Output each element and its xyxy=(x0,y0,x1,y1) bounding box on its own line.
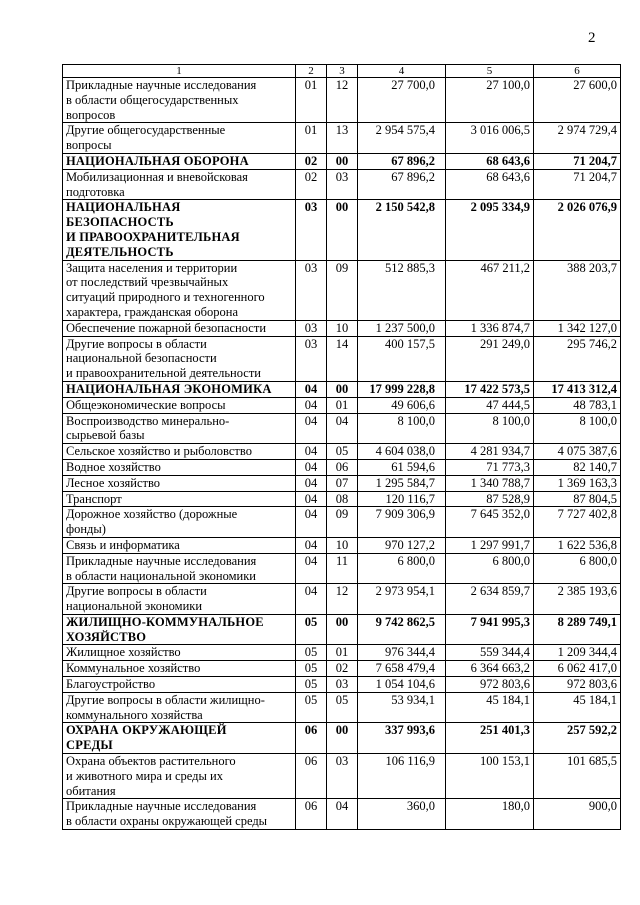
subsection-code: 00 xyxy=(327,723,358,754)
subsection-code: 05 xyxy=(327,444,358,460)
row-name: Мобилизационная и вневойсковая подготовка xyxy=(63,169,296,200)
section-code: 04 xyxy=(296,584,327,615)
section-code: 04 xyxy=(296,397,327,413)
section-code: 01 xyxy=(296,123,327,154)
value-year-3: 71 204,7 xyxy=(534,153,621,169)
subsection-code: 07 xyxy=(327,475,358,491)
value-year-3: 45 184,1 xyxy=(534,692,621,723)
section-code: 06 xyxy=(296,723,327,754)
table-row xyxy=(63,169,621,200)
subsection-code: 03 xyxy=(327,169,358,200)
value-year-1: 360,0 xyxy=(358,799,446,830)
value-year-3: 900,0 xyxy=(534,799,621,830)
value-year-2: 17 422 573,5 xyxy=(446,381,534,397)
value-year-3: 6 800,0 xyxy=(534,553,621,584)
value-year-2: 1 336 874,7 xyxy=(446,320,534,336)
value-year-3: 6 062 417,0 xyxy=(534,661,621,677)
subsection-code: 00 xyxy=(327,153,358,169)
section-code: 03 xyxy=(296,260,327,320)
value-year-2: 27 100,0 xyxy=(446,78,534,123)
value-year-1: 6 800,0 xyxy=(358,553,446,584)
row-name: Сельское хозяйство и рыболовство xyxy=(63,444,296,460)
value-year-2: 559 344,4 xyxy=(446,645,534,661)
value-year-3: 8 289 749,1 xyxy=(534,614,621,645)
subsection-code: 11 xyxy=(327,553,358,584)
table-row xyxy=(63,78,621,123)
section-code: 05 xyxy=(296,677,327,693)
table-row xyxy=(63,153,621,169)
value-year-3: 82 140,7 xyxy=(534,459,621,475)
section-code: 04 xyxy=(296,475,327,491)
value-year-1: 8 100,0 xyxy=(358,413,446,444)
subsection-code: 09 xyxy=(327,260,358,320)
table-row xyxy=(63,491,621,507)
subsection-code: 09 xyxy=(327,507,358,538)
value-year-2: 1 340 788,7 xyxy=(446,475,534,491)
value-year-2: 45 184,1 xyxy=(446,692,534,723)
value-year-2: 251 401,3 xyxy=(446,723,534,754)
table-row xyxy=(63,507,621,538)
value-year-3: 1 342 127,0 xyxy=(534,320,621,336)
row-name: Жилищное хозяйство xyxy=(63,645,296,661)
row-name: ОХРАНА ОКРУЖАЮЩЕЙ СРЕДЫ xyxy=(63,723,296,754)
row-name: Прикладные научные исследования в области общегосударственных вопросов xyxy=(63,78,296,123)
table-row xyxy=(63,723,621,754)
value-year-1: 61 594,6 xyxy=(358,459,446,475)
value-year-2: 71 773,3 xyxy=(446,459,534,475)
value-year-1: 512 885,3 xyxy=(358,260,446,320)
row-name: Другие вопросы в области жилищно- коммунального хозяйства xyxy=(63,692,296,723)
section-code: 06 xyxy=(296,799,327,830)
section-code: 05 xyxy=(296,692,327,723)
row-name: Другие общегосударственные вопросы xyxy=(63,123,296,154)
value-year-3: 2 026 076,9 xyxy=(534,200,621,260)
budget-table xyxy=(62,64,621,830)
value-year-1: 1 237 500,0 xyxy=(358,320,446,336)
row-name: Защита населения и территории от последствий чрезвычайных ситуаций природного и техногенного характера, гражданская оборона xyxy=(63,260,296,320)
section-code: 04 xyxy=(296,537,327,553)
value-year-2: 87 528,9 xyxy=(446,491,534,507)
value-year-2: 7 941 995,3 xyxy=(446,614,534,645)
table-row xyxy=(63,584,621,615)
value-year-3: 17 413 312,4 xyxy=(534,381,621,397)
value-year-1: 970 127,2 xyxy=(358,537,446,553)
row-name: НАЦИОНАЛЬНАЯ ЭКОНОМИКА xyxy=(63,381,296,397)
section-code: 04 xyxy=(296,491,327,507)
table-row xyxy=(63,260,621,320)
section-code: 06 xyxy=(296,754,327,799)
subsection-code: 00 xyxy=(327,200,358,260)
table-row xyxy=(63,397,621,413)
row-name: Транспорт xyxy=(63,491,296,507)
section-code: 02 xyxy=(296,153,327,169)
row-name: Другие вопросы в области национальной безопасности и правоохранительной деятельности xyxy=(63,336,296,381)
section-code: 05 xyxy=(296,661,327,677)
value-year-1: 9 742 862,5 xyxy=(358,614,446,645)
table-row xyxy=(63,381,621,397)
table-row xyxy=(63,799,621,830)
value-year-1: 7 909 306,9 xyxy=(358,507,446,538)
value-year-1: 106 116,9 xyxy=(358,754,446,799)
value-year-3: 8 100,0 xyxy=(534,413,621,444)
value-year-1: 17 999 228,8 xyxy=(358,381,446,397)
table-row xyxy=(63,754,621,799)
value-year-2: 47 444,5 xyxy=(446,397,534,413)
value-year-2: 180,0 xyxy=(446,799,534,830)
value-year-3: 388 203,7 xyxy=(534,260,621,320)
column-number-5: 5 xyxy=(446,65,534,78)
section-code: 04 xyxy=(296,553,327,584)
row-name: НАЦИОНАЛЬНАЯ БЕЗОПАСНОСТЬ И ПРАВООХРАНИТЕЛЬНАЯ ДЕЯТЕЛЬНОСТЬ xyxy=(63,200,296,260)
value-year-3: 2 385 193,6 xyxy=(534,584,621,615)
subsection-code: 01 xyxy=(327,645,358,661)
budget-table-body xyxy=(63,65,621,830)
value-year-1: 1 295 584,7 xyxy=(358,475,446,491)
value-year-3: 295 746,2 xyxy=(534,336,621,381)
value-year-3: 48 783,1 xyxy=(534,397,621,413)
row-name: Обеспечение пожарной безопасности xyxy=(63,320,296,336)
row-name: НАЦИОНАЛЬНАЯ ОБОРОНА xyxy=(63,153,296,169)
table-row xyxy=(63,661,621,677)
section-code: 05 xyxy=(296,645,327,661)
column-number-row xyxy=(63,65,621,78)
subsection-code: 06 xyxy=(327,459,358,475)
subsection-code: 01 xyxy=(327,397,358,413)
value-year-3: 4 075 387,6 xyxy=(534,444,621,460)
row-name: Охрана объектов растительного и животного мира и среды их обитания xyxy=(63,754,296,799)
row-name: Другие вопросы в области национальной экономики xyxy=(63,584,296,615)
row-name: Общеэкономические вопросы xyxy=(63,397,296,413)
table-row xyxy=(63,123,621,154)
subsection-code: 03 xyxy=(327,754,358,799)
value-year-2: 68 643,6 xyxy=(446,153,534,169)
value-year-3: 257 592,2 xyxy=(534,723,621,754)
column-number-1: 1 xyxy=(63,65,296,78)
value-year-3: 71 204,7 xyxy=(534,169,621,200)
table-row xyxy=(63,553,621,584)
section-code: 04 xyxy=(296,381,327,397)
value-year-3: 101 685,5 xyxy=(534,754,621,799)
subsection-code: 10 xyxy=(327,320,358,336)
subsection-code: 10 xyxy=(327,537,358,553)
table-row xyxy=(63,336,621,381)
section-code: 04 xyxy=(296,507,327,538)
subsection-code: 12 xyxy=(327,584,358,615)
value-year-2: 8 100,0 xyxy=(446,413,534,444)
section-code: 01 xyxy=(296,78,327,123)
value-year-1: 27 700,0 xyxy=(358,78,446,123)
section-code: 04 xyxy=(296,459,327,475)
value-year-3: 972 803,6 xyxy=(534,677,621,693)
subsection-code: 02 xyxy=(327,661,358,677)
subsection-code: 04 xyxy=(327,799,358,830)
column-number-2: 2 xyxy=(296,65,327,78)
row-name: Коммунальное хозяйство xyxy=(63,661,296,677)
subsection-code: 03 xyxy=(327,677,358,693)
value-year-1: 400 157,5 xyxy=(358,336,446,381)
value-year-3: 7 727 402,8 xyxy=(534,507,621,538)
value-year-1: 120 116,7 xyxy=(358,491,446,507)
section-code: 05 xyxy=(296,614,327,645)
row-name: Прикладные научные исследования в области национальной экономики xyxy=(63,553,296,584)
section-code: 03 xyxy=(296,336,327,381)
row-name: Водное хозяйство xyxy=(63,459,296,475)
table-row xyxy=(63,475,621,491)
subsection-code: 00 xyxy=(327,381,358,397)
value-year-2: 2 634 859,7 xyxy=(446,584,534,615)
section-code: 02 xyxy=(296,169,327,200)
value-year-2: 68 643,6 xyxy=(446,169,534,200)
row-name: Связь и информатика xyxy=(63,537,296,553)
value-year-3: 87 804,5 xyxy=(534,491,621,507)
value-year-1: 2 973 954,1 xyxy=(358,584,446,615)
table-row xyxy=(63,200,621,260)
table-row xyxy=(63,320,621,336)
subsection-code: 12 xyxy=(327,78,358,123)
table-row xyxy=(63,677,621,693)
column-number-3: 3 xyxy=(327,65,358,78)
value-year-2: 2 095 334,9 xyxy=(446,200,534,260)
subsection-code: 13 xyxy=(327,123,358,154)
value-year-2: 1 297 991,7 xyxy=(446,537,534,553)
subsection-code: 04 xyxy=(327,413,358,444)
row-name: Прикладные научные исследования в области охраны окружающей среды xyxy=(63,799,296,830)
value-year-1: 49 606,6 xyxy=(358,397,446,413)
value-year-2: 6 800,0 xyxy=(446,553,534,584)
section-code: 03 xyxy=(296,200,327,260)
row-name: Благоустройство xyxy=(63,677,296,693)
table-row xyxy=(63,692,621,723)
value-year-2: 972 803,6 xyxy=(446,677,534,693)
value-year-1: 2 954 575,4 xyxy=(358,123,446,154)
value-year-3: 1 209 344,4 xyxy=(534,645,621,661)
table-row xyxy=(63,614,621,645)
value-year-1: 337 993,6 xyxy=(358,723,446,754)
table-row xyxy=(63,444,621,460)
value-year-2: 6 364 663,2 xyxy=(446,661,534,677)
value-year-2: 467 211,2 xyxy=(446,260,534,320)
row-name: Лесное хозяйство xyxy=(63,475,296,491)
value-year-2: 100 153,1 xyxy=(446,754,534,799)
table-row xyxy=(63,459,621,475)
section-code: 03 xyxy=(296,320,327,336)
row-name: Дорожное хозяйство (дорожные фонды) xyxy=(63,507,296,538)
section-code: 04 xyxy=(296,444,327,460)
value-year-3: 1 622 536,8 xyxy=(534,537,621,553)
value-year-1: 1 054 104,6 xyxy=(358,677,446,693)
section-code: 04 xyxy=(296,413,327,444)
value-year-3: 27 600,0 xyxy=(534,78,621,123)
value-year-2: 7 645 352,0 xyxy=(446,507,534,538)
table-row xyxy=(63,537,621,553)
subsection-code: 00 xyxy=(327,614,358,645)
value-year-3: 2 974 729,4 xyxy=(534,123,621,154)
value-year-3: 1 369 163,3 xyxy=(534,475,621,491)
value-year-1: 7 658 479,4 xyxy=(358,661,446,677)
value-year-1: 67 896,2 xyxy=(358,169,446,200)
row-name: ЖИЛИЩНО-КОММУНАЛЬНОЕ ХОЗЯЙСТВО xyxy=(63,614,296,645)
value-year-1: 2 150 542,8 xyxy=(358,200,446,260)
value-year-1: 4 604 038,0 xyxy=(358,444,446,460)
table-row xyxy=(63,413,621,444)
row-name: Воспроизводство минерально- сырьевой базы xyxy=(63,413,296,444)
value-year-1: 976 344,4 xyxy=(358,645,446,661)
value-year-1: 67 896,2 xyxy=(358,153,446,169)
table-row xyxy=(63,645,621,661)
page-number: 2 xyxy=(588,30,596,46)
column-number-6: 6 xyxy=(534,65,621,78)
value-year-2: 3 016 006,5 xyxy=(446,123,534,154)
value-year-2: 4 281 934,7 xyxy=(446,444,534,460)
value-year-1: 53 934,1 xyxy=(358,692,446,723)
column-number-4: 4 xyxy=(358,65,446,78)
subsection-code: 05 xyxy=(327,692,358,723)
value-year-2: 291 249,0 xyxy=(446,336,534,381)
subsection-code: 14 xyxy=(327,336,358,381)
subsection-code: 08 xyxy=(327,491,358,507)
